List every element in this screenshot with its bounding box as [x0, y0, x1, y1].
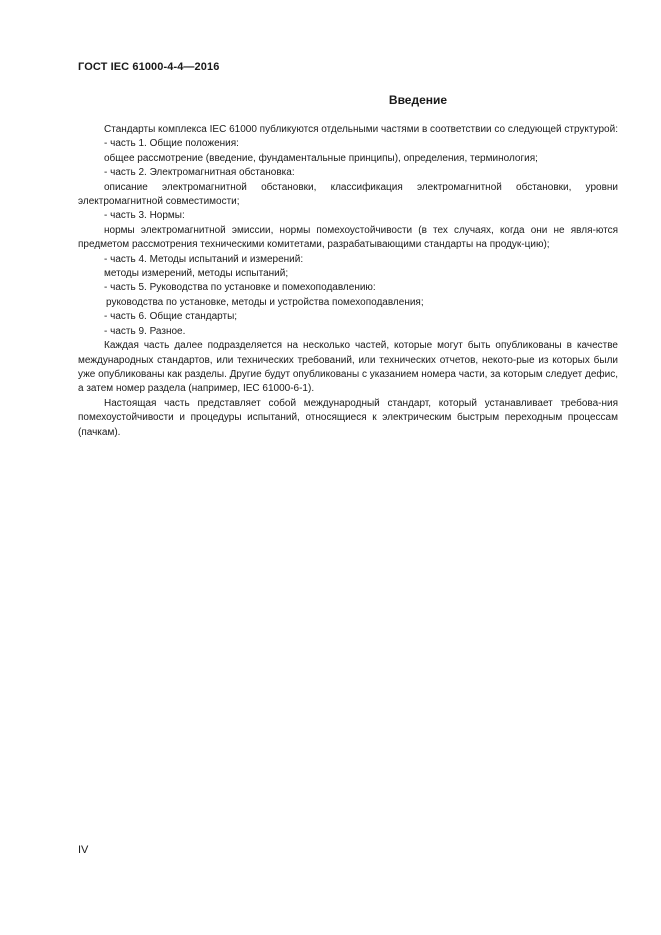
list-item: - часть 3. Нормы:: [104, 210, 185, 222]
paragraph: Настоящая часть представляет собой международный стандарт, который устанавливает требова-ния помехоустойчивости и процедуры испытаний, относящиеся к электрическим быстрым переходным процессам (пачкам).: [78, 397, 618, 438]
document-code: ГОСТ IEC 61000-4-4—2016: [78, 61, 220, 73]
paragraph: руководства по установке, методы и устройства помехоподавления;: [106, 296, 424, 308]
paragraph: Стандарты комплекса IEC 61000 публикуются отдельными частями в соответствии со следующей структурой:: [104, 124, 618, 135]
list-item: - часть 2. Электромагнитная обстановка:: [104, 167, 295, 179]
paragraph: нормы электромагнитной эмиссии, нормы помехоустойчивости (в тех случаях, когда они не явля-ются предметом рассмотрения техническими комитетами, разрабатывающими стандарты на продук-цию);: [78, 224, 618, 251]
body-text: [78, 123, 618, 440]
paragraph: Каждая часть далее подразделяется на несколько частей, которые могут быть опубликованы в качестве международных стандартов, или технических требований, или технических отчетов, некото-рые из которых были уже опубликованы как разделы. Другие будут опубликованы с указанием номера части, за которым следует дефис, а затем номер раздела (например, IEC 61000-6-1).: [78, 340, 618, 395]
section-title: Введение: [388, 93, 448, 107]
paragraph: общее рассмотрение (введение, фундаментальные принципы), определения, терминология;: [104, 152, 538, 164]
list-item: - часть 6. Общие стандарты;: [104, 311, 238, 323]
paragraph: описание электромагнитной обстановки, классификация электромагнитной обстановки, уровни электромагнитной совместимости;: [78, 181, 618, 208]
list-item: - часть 1. Общие положения:: [104, 138, 239, 150]
list-item: - часть 9. Разное.: [104, 325, 186, 337]
list-item: - часть 5. Руководства по установке и помехоподавлению:: [104, 282, 376, 294]
page-number: IV: [78, 844, 89, 856]
list-item: - часть 4. Методы испытаний и измерений:: [104, 253, 304, 265]
paragraph: методы измерений, методы испытаний;: [104, 268, 289, 280]
